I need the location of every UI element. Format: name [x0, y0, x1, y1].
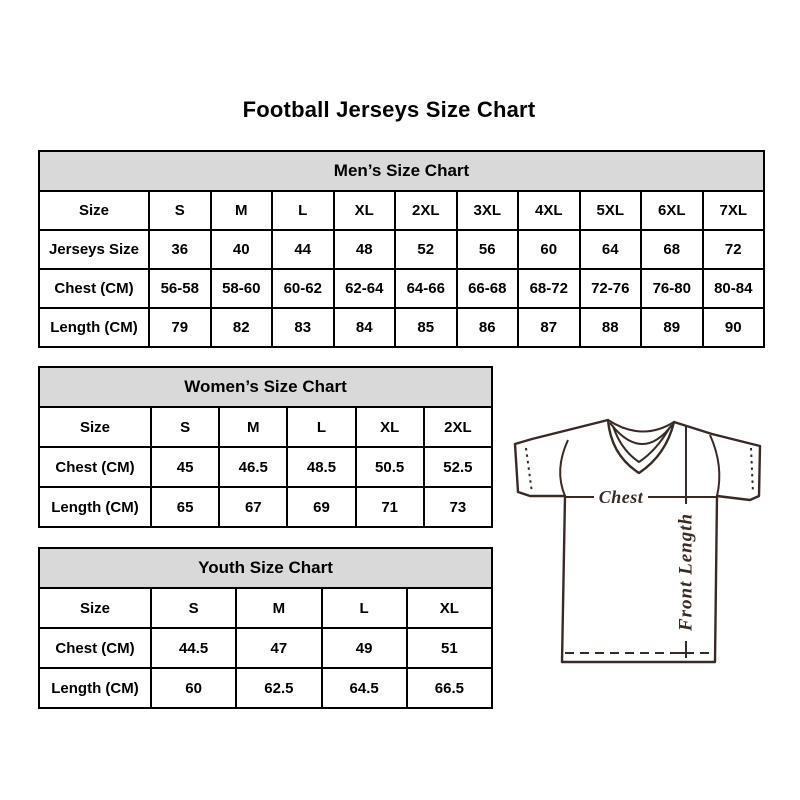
size-value-cell: 60: [518, 230, 580, 269]
size-value-cell: 80-84: [703, 269, 765, 308]
size-value-cell: 7XL: [703, 191, 765, 230]
size-value-cell: 3XL: [457, 191, 519, 230]
size-value-cell: M: [236, 588, 321, 628]
size-value-cell: 79: [149, 308, 211, 347]
size-value-cell: 64.5: [322, 668, 407, 708]
jersey-outline-shape: [515, 420, 760, 662]
row-label: Chest (CM): [39, 628, 151, 668]
jersey-measurement-diagram: [502, 400, 782, 670]
size-value-cell: 88: [580, 308, 642, 347]
mens-size-table: [38, 150, 765, 348]
size-value-cell: 45: [151, 447, 219, 487]
size-value-cell: 36: [149, 230, 211, 269]
row-label: Length (CM): [39, 308, 149, 347]
size-value-cell: 87: [518, 308, 580, 347]
front-length-label: Front Length: [675, 512, 697, 632]
size-value-cell: 67: [219, 487, 287, 527]
row-label: Jerseys Size: [39, 230, 149, 269]
size-value-cell: 56-58: [149, 269, 211, 308]
size-value-cell: L: [322, 588, 407, 628]
table-row: [39, 308, 764, 347]
size-value-cell: 60-62: [272, 269, 334, 308]
size-value-cell: 72: [703, 230, 765, 269]
size-value-cell: 49: [322, 628, 407, 668]
size-value-cell: 5XL: [580, 191, 642, 230]
size-value-cell: 4XL: [518, 191, 580, 230]
size-value-cell: 72-76: [580, 269, 642, 308]
size-value-cell: 66.5: [407, 668, 492, 708]
table-row: [39, 447, 492, 487]
size-value-cell: 2XL: [395, 191, 457, 230]
table-row: [39, 668, 492, 708]
table-title: Men’s Size Chart: [39, 151, 764, 191]
size-value-cell: 73: [424, 487, 492, 527]
table-title-row: [39, 367, 492, 407]
chest-label: Chest: [598, 487, 644, 507]
table-row: [39, 191, 764, 230]
size-value-cell: 89: [641, 308, 703, 347]
row-label: Size: [39, 191, 149, 230]
size-value-cell: 64: [580, 230, 642, 269]
size-value-cell: 51: [407, 628, 492, 668]
table-row: [39, 588, 492, 628]
size-value-cell: 66-68: [457, 269, 519, 308]
size-value-cell: 71: [356, 487, 424, 527]
size-value-cell: 62.5: [236, 668, 321, 708]
size-value-cell: S: [151, 407, 219, 447]
size-value-cell: 82: [211, 308, 273, 347]
row-label: Chest (CM): [39, 269, 149, 308]
table-row: [39, 487, 492, 527]
table-row: [39, 269, 764, 308]
table-title-row: [39, 548, 492, 588]
size-value-cell: 6XL: [641, 191, 703, 230]
size-value-cell: 52: [395, 230, 457, 269]
size-value-cell: 46.5: [219, 447, 287, 487]
table-row: [39, 230, 764, 269]
size-value-cell: 64-66: [395, 269, 457, 308]
size-value-cell: M: [211, 191, 273, 230]
row-label: Chest (CM): [39, 447, 151, 487]
size-value-cell: 2XL: [424, 407, 492, 447]
size-value-cell: XL: [334, 191, 396, 230]
size-value-cell: S: [151, 588, 236, 628]
collar-back-arc: [608, 420, 674, 432]
size-value-cell: 50.5: [356, 447, 424, 487]
size-value-cell: 90: [703, 308, 765, 347]
size-value-cell: 44.5: [151, 628, 236, 668]
size-value-cell: 58-60: [211, 269, 273, 308]
size-value-cell: 62-64: [334, 269, 396, 308]
table-title-row: [39, 151, 764, 191]
size-value-cell: 47: [236, 628, 321, 668]
row-label: Length (CM): [39, 668, 151, 708]
womens-size-table: [38, 366, 493, 528]
page-title: Football Jerseys Size Chart: [242, 97, 536, 122]
row-label: Size: [39, 588, 151, 628]
size-value-cell: 60: [151, 668, 236, 708]
size-value-cell: 86: [457, 308, 519, 347]
size-value-cell: 44: [272, 230, 334, 269]
size-value-cell: 40: [211, 230, 273, 269]
size-value-cell: 69: [287, 487, 355, 527]
size-value-cell: 85: [395, 308, 457, 347]
size-value-cell: 56: [457, 230, 519, 269]
size-value-cell: 48.5: [287, 447, 355, 487]
size-value-cell: 84: [334, 308, 396, 347]
table-title: Youth Size Chart: [39, 548, 492, 588]
size-value-cell: 68-72: [518, 269, 580, 308]
size-value-cell: XL: [356, 407, 424, 447]
size-value-cell: 52.5: [424, 447, 492, 487]
size-value-cell: 48: [334, 230, 396, 269]
size-value-cell: 83: [272, 308, 334, 347]
size-value-cell: 68: [641, 230, 703, 269]
table-row: [39, 628, 492, 668]
table-row: [39, 407, 492, 447]
size-value-cell: M: [219, 407, 287, 447]
size-value-cell: S: [149, 191, 211, 230]
row-label: Size: [39, 407, 151, 447]
size-value-cell: L: [287, 407, 355, 447]
size-value-cell: 65: [151, 487, 219, 527]
size-value-cell: L: [272, 191, 334, 230]
size-value-cell: 76-80: [641, 269, 703, 308]
row-label: Length (CM): [39, 487, 151, 527]
table-title: Women’s Size Chart: [39, 367, 492, 407]
size-value-cell: XL: [407, 588, 492, 628]
youth-size-table: [38, 547, 493, 709]
